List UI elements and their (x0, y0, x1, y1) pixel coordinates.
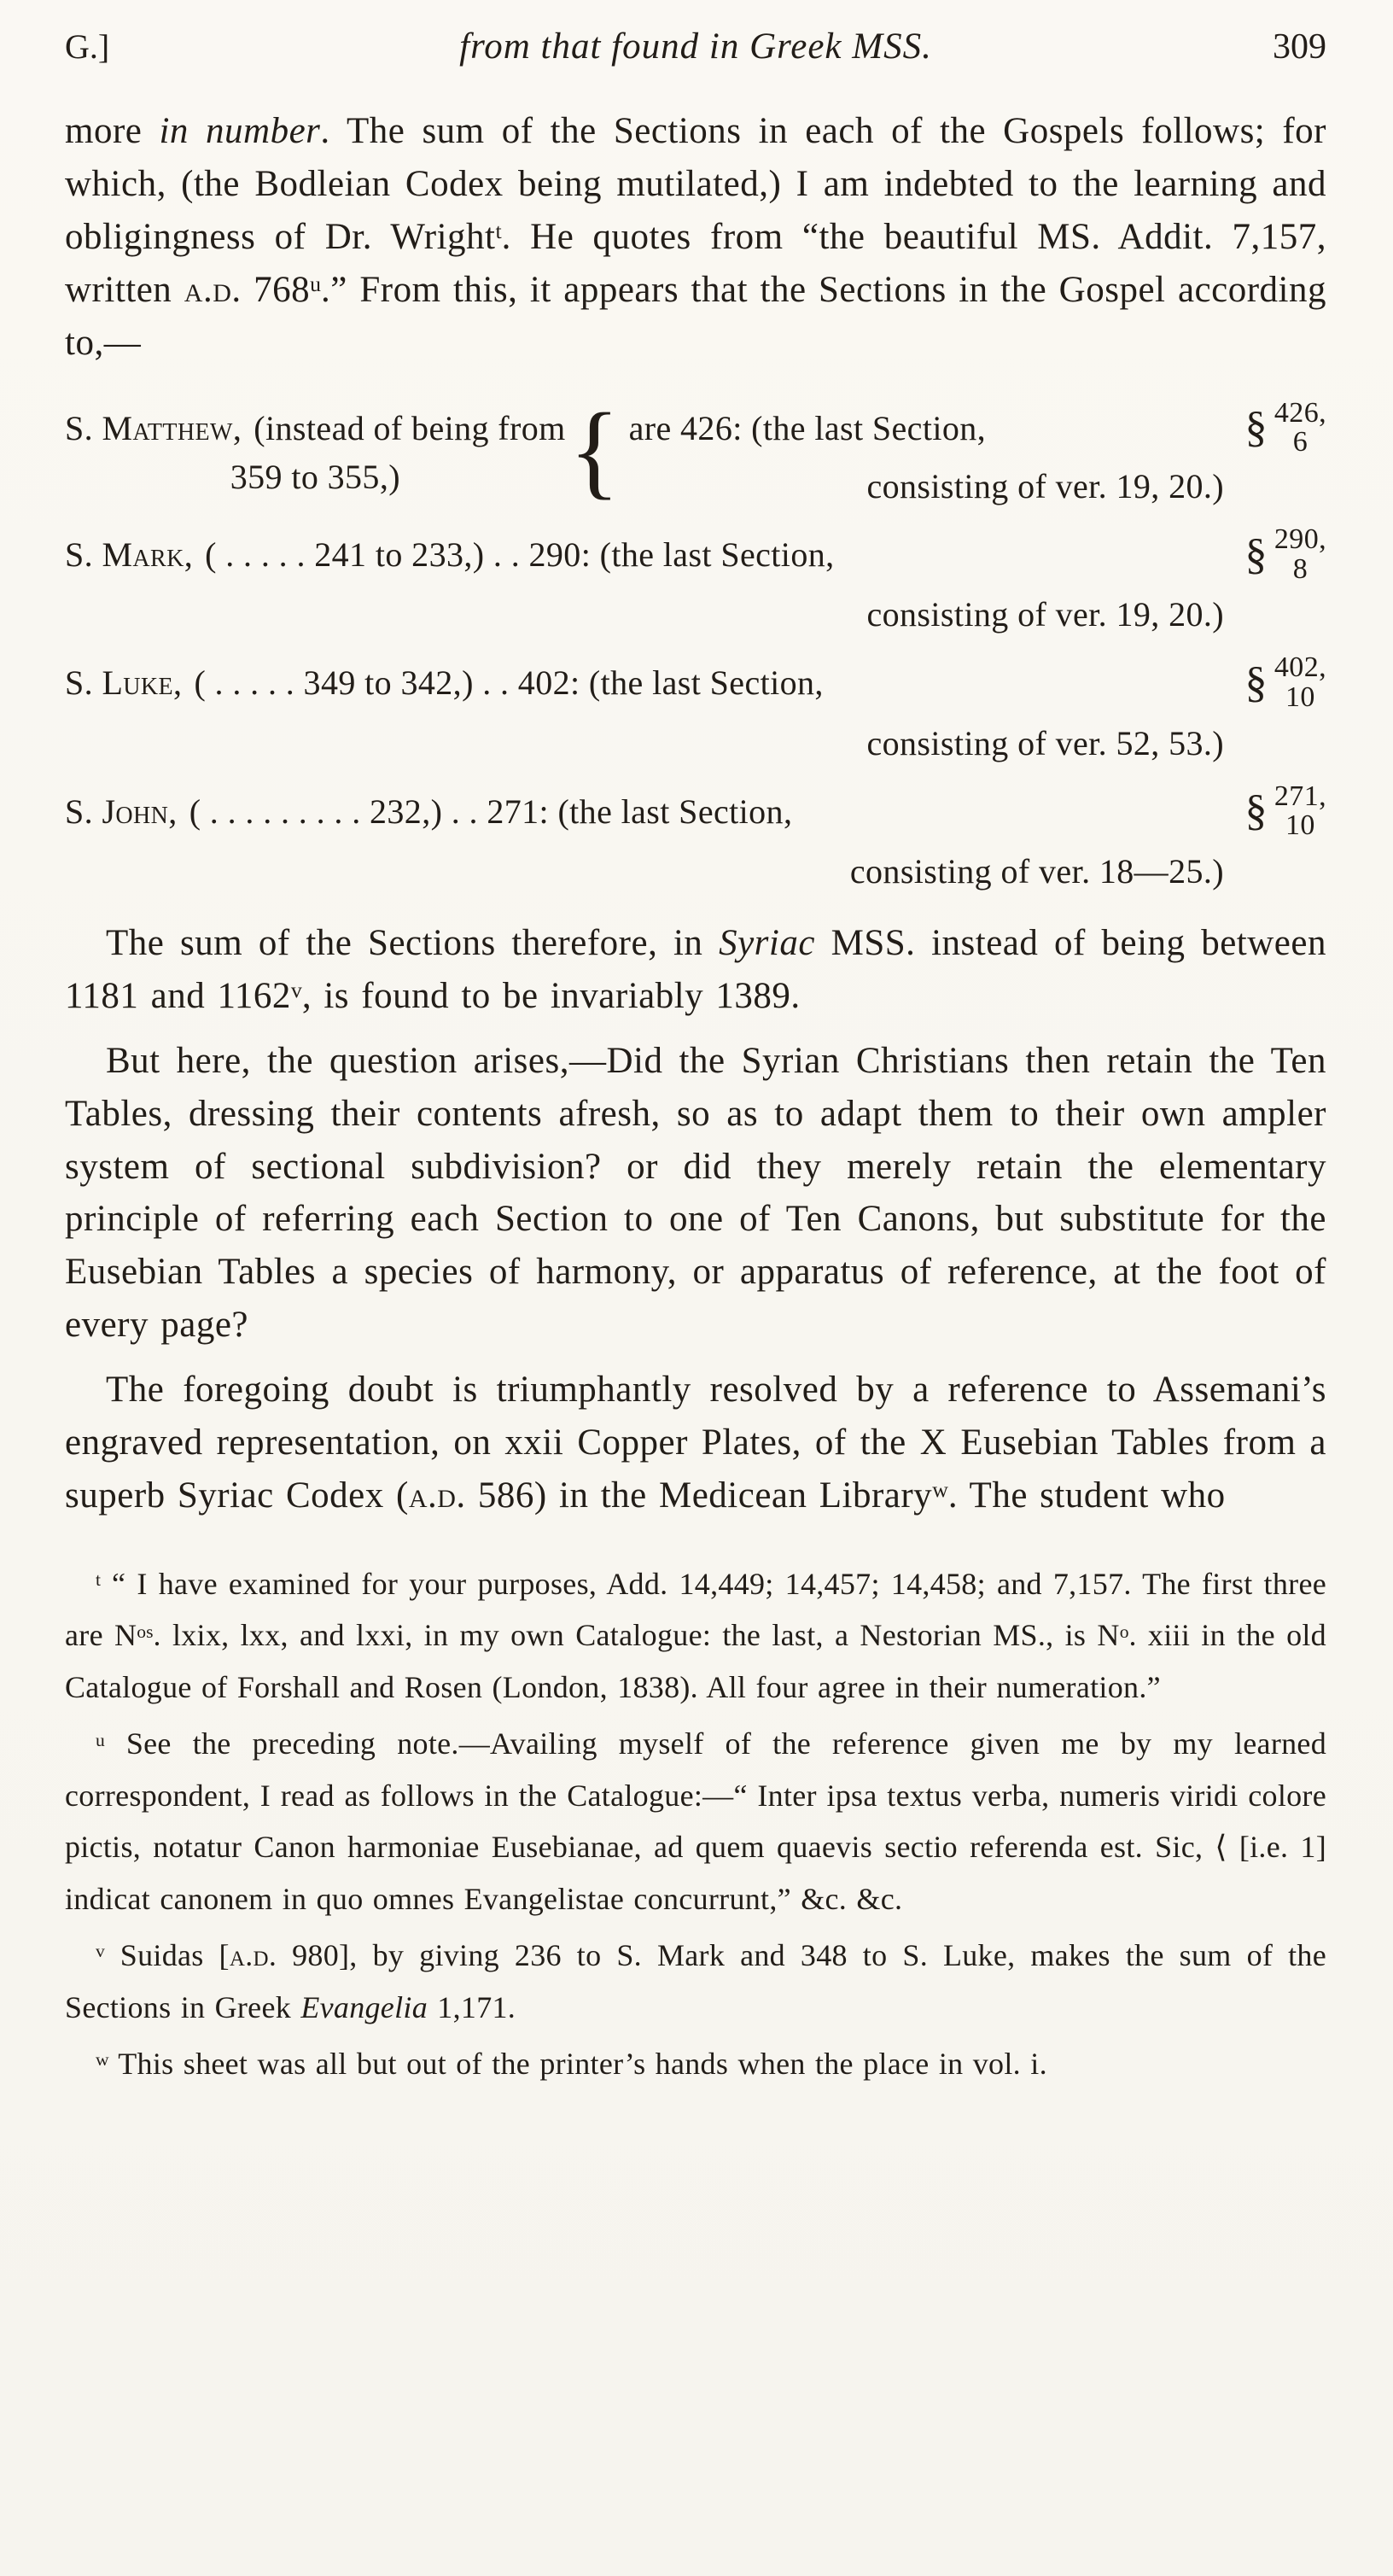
matthew-right-block (628, 396, 1326, 506)
matthew-left-text: (instead of being from (254, 408, 566, 447)
mark-line1 (65, 525, 1326, 584)
text-segment: . lxix, lxx, and lxxi, in my own Catalogue: the last, a Nestorian MS., is N (153, 1618, 1120, 1653)
text-segment: a.d. (408, 1475, 466, 1516)
paragraph-sum (65, 917, 1326, 1023)
mark-mid-text: ( . . . . . 241 to 233,) . . 290: (the last Section, (205, 535, 835, 575)
section-row-mark (65, 525, 1326, 634)
fraction-bottom: 8 (1292, 552, 1308, 585)
section-number-fraction (1244, 396, 1326, 459)
text-segment: 768 (241, 269, 311, 310)
footnote-t (65, 1558, 1326, 1713)
text-segment: Suidas [ (104, 1938, 230, 1973)
text-segment: 586) in the Medicean Library (465, 1475, 933, 1516)
fraction-top: 271, (1274, 780, 1326, 812)
text-segment: This sheet was all but out of the printer’s hands when the place in vol. i. (108, 2047, 1047, 2082)
fraction-bottom: 6 (1292, 426, 1308, 459)
john-line2: consisting of ver. 18—25.) (849, 851, 1224, 891)
text-segment: t (495, 219, 502, 244)
footnotes-block (65, 1558, 1326, 2090)
brace-glyph: { (568, 392, 621, 509)
page-header (65, 26, 1326, 67)
paragraph-intro (65, 105, 1326, 370)
text-segment: u (96, 1729, 105, 1750)
fraction-top: 426, (1274, 396, 1326, 429)
text-segment: .” From this, it appears that the Sections in the Gospel according to,— (65, 269, 1326, 363)
gospel-name: S. Mark, (65, 535, 194, 575)
fraction-stack (1274, 525, 1326, 584)
text-segment: o (1119, 1621, 1129, 1642)
text-segment: Evangelia (300, 1989, 428, 2024)
text-segment: The foregoing doubt is triumphantly resolved by a reference to Assemani’s engraved representation, on xxii Copper Plates, of the X Eusebian Tables from a superb Syriac Codex ( (65, 1370, 1326, 1516)
paragraph-question (65, 1035, 1326, 1352)
fraction-top: 290, (1274, 523, 1326, 555)
text-segment: os (137, 1621, 154, 1642)
text-segment: Syriac (719, 922, 815, 963)
fraction-stack (1274, 653, 1326, 712)
luke-line1 (65, 653, 1326, 712)
fraction-bottom: 10 (1285, 681, 1315, 713)
section-row-matthew (65, 392, 1326, 509)
text-segment: more (65, 111, 160, 151)
running-title: from that found in Greek MSS. (459, 26, 932, 67)
gospel-name: S. Matthew, (65, 408, 242, 447)
text-segment: in number (159, 111, 321, 151)
paragraph-resolution (65, 1364, 1326, 1522)
matthew-right-line1 (628, 396, 1326, 459)
section-sign-icon: § (1244, 403, 1268, 453)
text-segment: w (96, 2049, 109, 2071)
gospel-name: S. Luke, (65, 663, 183, 703)
page-number: 309 (1273, 27, 1326, 67)
text-segment: 980], by giving 236 to S. Mark and 348 to S. Luke, makes the sum of the Sections in Greek (65, 1938, 1326, 2024)
text-segment: . He quotes from “the beautiful MS. Addit. 7,157, written (65, 216, 1326, 310)
luke-mid-text: ( . . . . . 349 to 342,) . . 402: (the last Section, (194, 663, 824, 703)
john-mid-text: ( . . . . . . . . . 232,) . . 271: (the last Section, (189, 791, 793, 831)
text-segment: “ I have examined for your purposes, Add. 14,449; 14,457; 14,458; and 7,157. The first three are N (65, 1566, 1326, 1653)
text-segment: The sum of the Sections therefore, in (106, 922, 720, 963)
text-segment: a.d. (229, 1938, 277, 1973)
luke-line2: consisting of ver. 52, 53.) (866, 723, 1224, 762)
text-segment: v (96, 1941, 105, 1962)
text-segment: . The student who (947, 1475, 1226, 1516)
fraction-stack (1274, 782, 1326, 841)
mark-lead (65, 534, 835, 575)
matthew-left-block (65, 408, 566, 497)
text-segment: . xiii in the old Catalogue of Forshall and Rosen (London, 1838). All four agree in their numeration.” (65, 1618, 1326, 1704)
matthew-result-text: are 426: (the last Section, (628, 408, 987, 447)
luke-lead (65, 663, 824, 703)
section-row-luke (65, 653, 1326, 762)
matthew-right-line2: consisting of ver. 19, 20.) (866, 466, 1224, 505)
footnote-v (65, 1930, 1326, 2033)
section-sign-icon: § (1244, 529, 1268, 579)
text-segment: , is found to be invariably 1389. (301, 975, 801, 1016)
text-segment: u (310, 272, 322, 297)
footnote-w (65, 2038, 1326, 2089)
gospel-name: S. John, (65, 791, 178, 831)
text-segment: w (932, 1477, 948, 1503)
matthew-left-line2: 359 to 355,) (230, 457, 400, 496)
text-segment: . The sum of the Sections in each of the Gospels follows; for which, (the Bodleian Codex being mutilated,) I am indebted to the learning and obligingness of Dr. Wright (65, 111, 1326, 257)
sections-table (65, 392, 1326, 891)
text-segment: MSS. instead of being between 1181 and 1162 (65, 922, 1326, 1016)
text-segment: 1,171. (428, 1989, 516, 2024)
section-row-john (65, 782, 1326, 891)
text-segment: v (290, 978, 302, 1003)
section-number-fraction (1244, 525, 1326, 584)
matthew-line1 (65, 408, 566, 448)
section-number-fraction (1244, 782, 1326, 841)
text-segment: a.d. (184, 269, 242, 310)
text-segment: See the preceding note.—Availing myself of the reference given me by my learned correspondent, I read as follows in the Catalogue:—“ Inter ipsa textus verba, numeris viridi colore pictis, notatur Canon harmoniae Eusebianae, ad quem quaevis sectio referenda est. Sic, ⟨ [i.e. 1] indicat canonem in quo omnes Evangelistae concurrunt,” &c. &c. (65, 1726, 1326, 1916)
fraction-stack (1274, 396, 1326, 459)
signature-mark: G.] (65, 27, 110, 66)
text-segment: t (96, 1569, 101, 1591)
text-segment: But here, the question arises,—Did the Syrian Christians then retain the Ten Tables, dressing their contents afresh, so as to adapt them to their own ampler system of sectional subdivision? or did they merely retain the elementary principle of referring each Section to one of Ten Canons, but substitute for the Eusebian Tables a species of harmony, or apparatus of reference, at the foot of every page? (65, 1040, 1326, 1346)
fraction-bottom: 10 (1285, 809, 1315, 842)
john-lead (65, 791, 792, 832)
section-sign-icon: § (1244, 657, 1268, 707)
john-line1 (65, 782, 1326, 841)
fraction-top: 402, (1274, 651, 1326, 684)
section-number-fraction (1244, 653, 1326, 712)
mark-line2: consisting of ver. 19, 20.) (866, 595, 1224, 634)
section-sign-icon: § (1244, 786, 1268, 836)
footnote-u (65, 1718, 1326, 1925)
